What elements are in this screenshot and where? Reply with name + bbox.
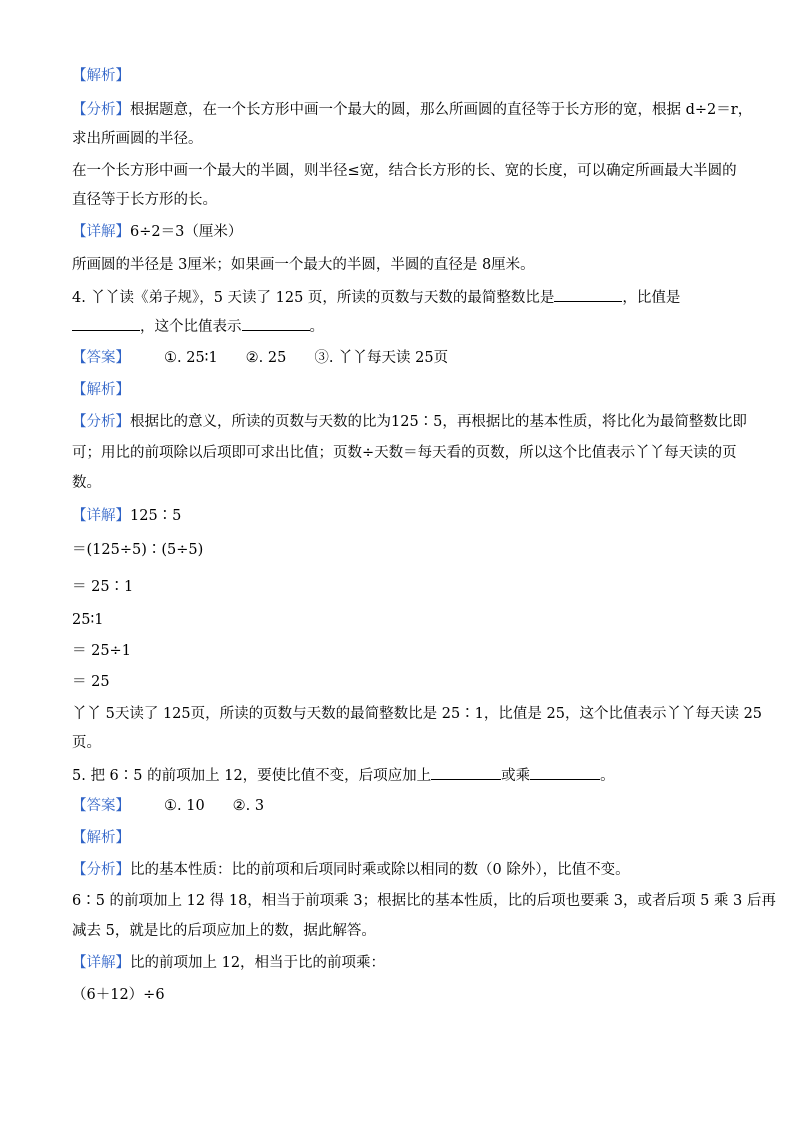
- q5-stem-text-1: 5. 把 6∶5 的前项加上 12，要使比值不变，后项应加上: [72, 768, 432, 784]
- q5-answer-line: [72, 796, 732, 816]
- fenxi-label: 【分析】: [72, 414, 130, 430]
- jiexi-heading-q3: [72, 66, 732, 86]
- xiangjie-label: 【详解】: [72, 955, 130, 971]
- q5-line-3: 减去 5，就是比的后项应加上的数，据此解答。: [72, 923, 376, 939]
- q3-fenxi-line-3: 在一个长方形中画一个最大的半圆，则半径≤宽，结合长方形的长、宽的长度，可以确定所画最大半圆的: [72, 163, 737, 179]
- q4-calc-5: ＝ 25: [72, 674, 110, 690]
- q3-fenxi-line-4: 直径等于长方形的长。: [72, 192, 217, 208]
- daan-label: 【答案】: [72, 798, 130, 814]
- q4-answer-2: [246, 350, 287, 366]
- q4-calc-2: ＝ 25∶1: [72, 579, 134, 595]
- q5-fenxi-text: 比的基本性质：比的前项和后项同时乘或除以相同的数（0 除外），比值不变。: [130, 862, 630, 878]
- q4-conclusion-line-2: 页。: [72, 735, 101, 751]
- q5-xiangjie-line: [72, 953, 732, 973]
- fenxi-label: 【分析】: [72, 102, 130, 118]
- q4-calc-0: 125∶5: [130, 508, 182, 524]
- q4-stem-line-2: [72, 316, 732, 337]
- q3-fenxi-line-2: 求出所画圆的半径。: [72, 131, 203, 147]
- q4-stem-text-2: ，比值是: [622, 290, 681, 306]
- q4-conclusion-line-1: 丫丫 5天读了 125页，所读的页数与天数的最简整数比是 25∶1，比值是 25，这个比值表示丫丫每天读 25: [72, 706, 763, 722]
- q4-stem-line-1: [72, 287, 732, 308]
- q5-stem-text-2: 或乘: [501, 768, 531, 784]
- q5-answer-1-text: . 10: [177, 798, 205, 814]
- q4-answer-3-num: ③: [314, 350, 329, 366]
- q4-stem-text-4: 。: [309, 319, 324, 335]
- q4-blank-2[interactable]: [72, 316, 140, 331]
- jiexi-label: 【解析】: [72, 382, 130, 398]
- jiexi-heading-q5: [72, 828, 732, 848]
- q4-stem-text-1: 4. 丫丫读《弟子规》，5 天读了 125 页，所读的页数与天数的最简整数比是: [72, 290, 555, 306]
- q4-fenxi-line-2: 可；用比的前项除以后项即可求出比值；页数÷天数＝每天看的页数，所以这个比值表示丫丫每天读的页: [72, 445, 737, 461]
- q4-answer-1-num: ①: [164, 350, 177, 366]
- q4-fenxi-text-1: 根据比的意义，所读的页数与天数的比为125∶5，再根据比的基本性质，将比化为最简整数比即: [130, 414, 747, 430]
- q5-answer-2-num: ②: [232, 798, 246, 814]
- q5-answer-1-num: ①: [164, 798, 177, 814]
- q4-answer-1-text: . 25∶1: [177, 350, 218, 366]
- jiexi-heading-q4: [72, 380, 732, 400]
- q4-blank-3[interactable]: [242, 316, 310, 331]
- q5-stem-line: [72, 765, 732, 786]
- q4-answer-1: [164, 350, 218, 366]
- q5-stem-text-3: 。: [600, 768, 615, 784]
- q3-fenxi-line-1: [72, 100, 753, 120]
- q5-answer-1: [164, 798, 205, 814]
- daan-label: 【答案】: [72, 350, 130, 366]
- q4-answer-3: [314, 350, 448, 366]
- q5-blank-1[interactable]: [431, 765, 501, 780]
- q4-calc-3: 25∶1: [72, 612, 104, 628]
- q4-fenxi-line-1: [72, 412, 747, 432]
- q4-answer-line: [72, 348, 732, 368]
- q3-xiangjie-text: 6÷2＝3（厘米）: [130, 224, 243, 240]
- jiexi-label: 【解析】: [72, 830, 130, 846]
- q4-answer-2-num: ②: [245, 350, 259, 366]
- q5-xiangjie-text: 比的前项加上 12，相当于比的前项乘：: [130, 955, 386, 971]
- q4-answer-3-text: . 丫丫每天读 25页: [328, 350, 449, 366]
- q5-line-2: 6∶5 的前项加上 12 得 18，相当于前项乘 3；根据比的基本性质，比的后项也要乘 3，或者后项 5 乘 3 后再: [72, 893, 776, 909]
- q5-calc: （6＋12）÷6: [72, 987, 165, 1003]
- q4-stem-text-3: ，这个比值表示: [140, 319, 242, 335]
- q4-calc-4: ＝ 25÷1: [72, 643, 131, 659]
- q5-answer-2-text: . 3: [245, 798, 265, 814]
- q4-answer-2-text: . 25: [258, 350, 287, 366]
- q3-conclusion: 所画圆的半径是 3厘米；如果画一个最大的半圆，半圆的直径是 8厘米。: [72, 257, 535, 273]
- fenxi-label: 【分析】: [72, 862, 130, 878]
- q5-fenxi-line: [72, 860, 732, 880]
- jiexi-label: 【解析】: [72, 68, 130, 84]
- q4-blank-1[interactable]: [554, 287, 622, 302]
- q4-fenxi-line-3: 数。: [72, 475, 101, 491]
- xiangjie-label: 【详解】: [72, 224, 130, 240]
- xiangjie-label: 【详解】: [72, 508, 130, 524]
- q4-calc-1: ＝(125÷5)∶(5÷5): [72, 542, 204, 558]
- q5-blank-2[interactable]: [530, 765, 600, 780]
- q3-fenxi-text-1: 根据题意，在一个长方形中画一个最大的圆，那么所画圆的直径等于长方形的宽，根据 d÷2＝r，: [130, 102, 753, 118]
- q3-xiangjie-line: [72, 222, 732, 242]
- q4-xiangjie-line: [72, 506, 732, 526]
- q5-answer-2: [233, 798, 264, 814]
